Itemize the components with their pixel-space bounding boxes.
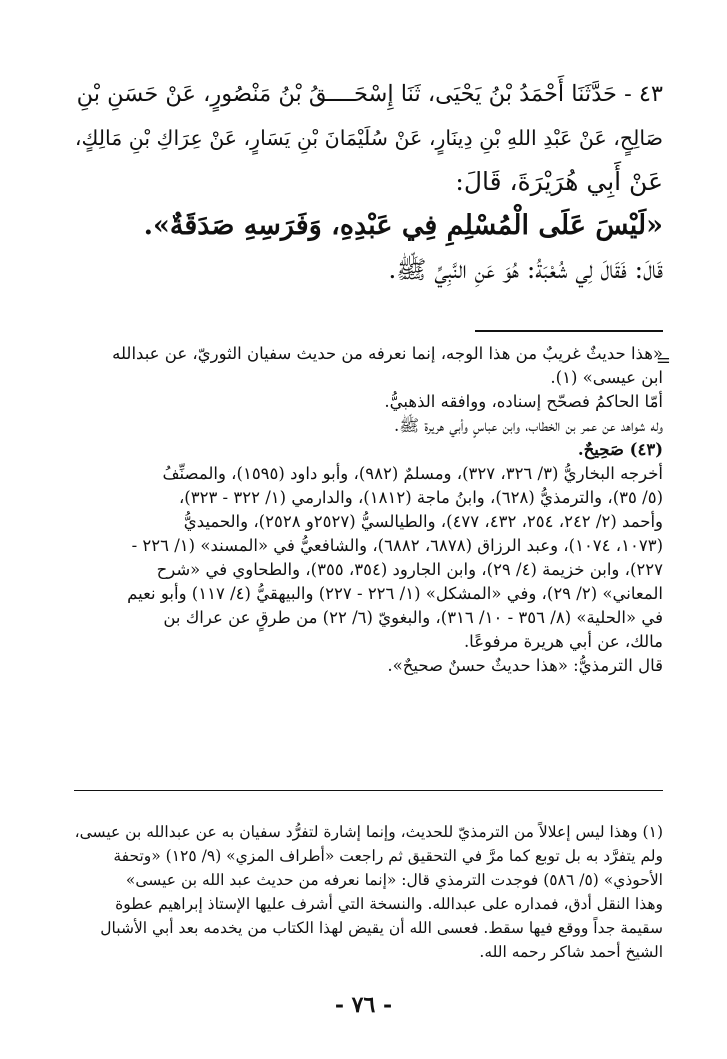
commentary-line: (٥/ ٣٥)، والترمذيُّ (٦٢٨)، وابنُ ماجة (١٨١٢)، والدارمي (١/ ٣٢٢ - ٣٢٣)، <box>178 488 663 507</box>
commentary-line: وأحمد (٢/ ٢٤٢، ٢٥٤، ٤٣٢، ٤٧٧)، والطيالسيُّ (٢٥٢٧و ٢٥٢٨)، والحميديُّ <box>183 512 663 531</box>
commentary-line: قال الترمذيُّ: «هذا حديثٌ حسنٌ صحيحٌ». <box>387 656 663 675</box>
footnote-block <box>74 820 663 964</box>
hadith-grade: (٤٣) صَحِيحٌ. <box>577 440 663 459</box>
commentary-line: ٢٢٧)، وابن خزيمة (٤/ ٢٩)، وابن الجارود (٣٥٤، ٣٥٥)، والطحاوي في «شرح <box>156 560 663 579</box>
commentary-line: «هذا حديثٌ غريبٌ من هذا الوجه، إنما نعرفه من حديث سفيان الثوريّ، عن عبدالله <box>112 344 663 363</box>
commentary-line: أخرجه البخاريُّ (٣/ ٣٢٦، ٣٢٧)، ومسلمٌ (٩٨٢)، وأبو داود (١٥٩٥)، والمصنِّفُ <box>162 464 663 483</box>
hadith-line: ٤٣ - حَدَّثَنَا أَحْمَدُ بْنُ يَحْيَى، ثَنَا إِسْحَــــقُ بْنُ مَنْصُورٍ، عَنْ حَسَنِ بْنِ <box>76 81 663 107</box>
commentary-line: (١٠٧٣، ١٠٧٤)، وعبد الرزاق (٦٨٧٨، ٦٨٨٢)، والشافعيُّ في «المسند» (١/ ٢٢٦ - <box>131 536 663 555</box>
hadith-text <box>74 72 663 292</box>
commentary-separator <box>475 330 663 332</box>
commentary-line: ابن عيسى» (١). <box>550 368 663 387</box>
page-number: - ٧٦ - <box>334 992 393 1018</box>
footnote-line: الشيخ أحمد شاكر رحمه الله. <box>479 943 663 961</box>
footnote-line: ولم يتفرَّد به بل توبع كما مرَّ في التحقيق ثم راجعت «أطراف المزي» (٩/ ١٢٥) «وتحفة <box>113 847 663 865</box>
hadith-line: صَالِحٍ، عَنْ عَبْدِ اللهِ بْنِ دِينَارٍ، عَنْ سُلَيْمَانَ بْنِ يَسَارٍ، عَنْ عِرَاكِ بْنِ مَالِكٍ، <box>74 126 663 150</box>
footnote-line: (١) وهذا ليس إعلالاً من الترمذيّ للحديث، وإنما إشارة لتفرُّد سفيان به عن عبدالله بن عيسى، <box>74 823 663 841</box>
footnote-line: الأحوذي» (٥/ ٥٨٦) فوجدت الترمذي قال: «إنما نعرفه من حديث عبد الله بن عيسى» <box>125 871 663 889</box>
commentary-block <box>74 342 663 678</box>
footnote-line: وهذا النقل أدق، فمداره على عبدالله. والنسخة التي أشرف عليها الإستاذ إبراهيم عطوة <box>115 895 663 913</box>
hadith-matn: «لَيْسَ عَلَى الْمُسْلِمِ فِي عَبْدِهِ، وَفَرَسِهِ صَدَقَةٌ». <box>143 210 663 241</box>
footnote-line: سقيمة جداً ووقع فيها سقط. فعسى الله أن يقيض لهذا الكتاب من يخدمه بعد أبي الأشبال <box>100 919 663 937</box>
commentary-line: المعاني» (٢/ ٢٩)، وفي «المشكل» (١/ ٢٢٦ - ٢٢٧) والبيهقيُّ (٤/ ١١٧) وأبو نعيم <box>127 584 663 603</box>
continuation-marker: = <box>655 350 671 371</box>
commentary-line: وله شواهد عن عمر بن الخطاب، وابن عباسٍ وأبي هريرة ﷺ. <box>394 416 663 435</box>
hadith-line: عَنْ أَبِي هُرَيْرَةَ، قَالَ: <box>455 167 663 196</box>
hadith-line: قَالَ: فَقَالَ لِي شُعْبَةُ: هُوَ عَنِ النَّبِيِّ ﷺ. <box>388 255 663 284</box>
commentary-line: مالك، عن أبي هريرة مرفوعًا. <box>463 632 663 651</box>
footnote-separator <box>74 790 663 791</box>
commentary-line: في «الحلية» (٨/ ٣٥٦ - ١٠/ ٣١٦)، والبغويّ (٦/ ٢٢) من طرقٍ عن عراك بن <box>163 608 663 627</box>
commentary-line: أمّا الحاكمُ فصحّح إسناده، ووافقه الذهبيُّ. <box>384 392 663 411</box>
